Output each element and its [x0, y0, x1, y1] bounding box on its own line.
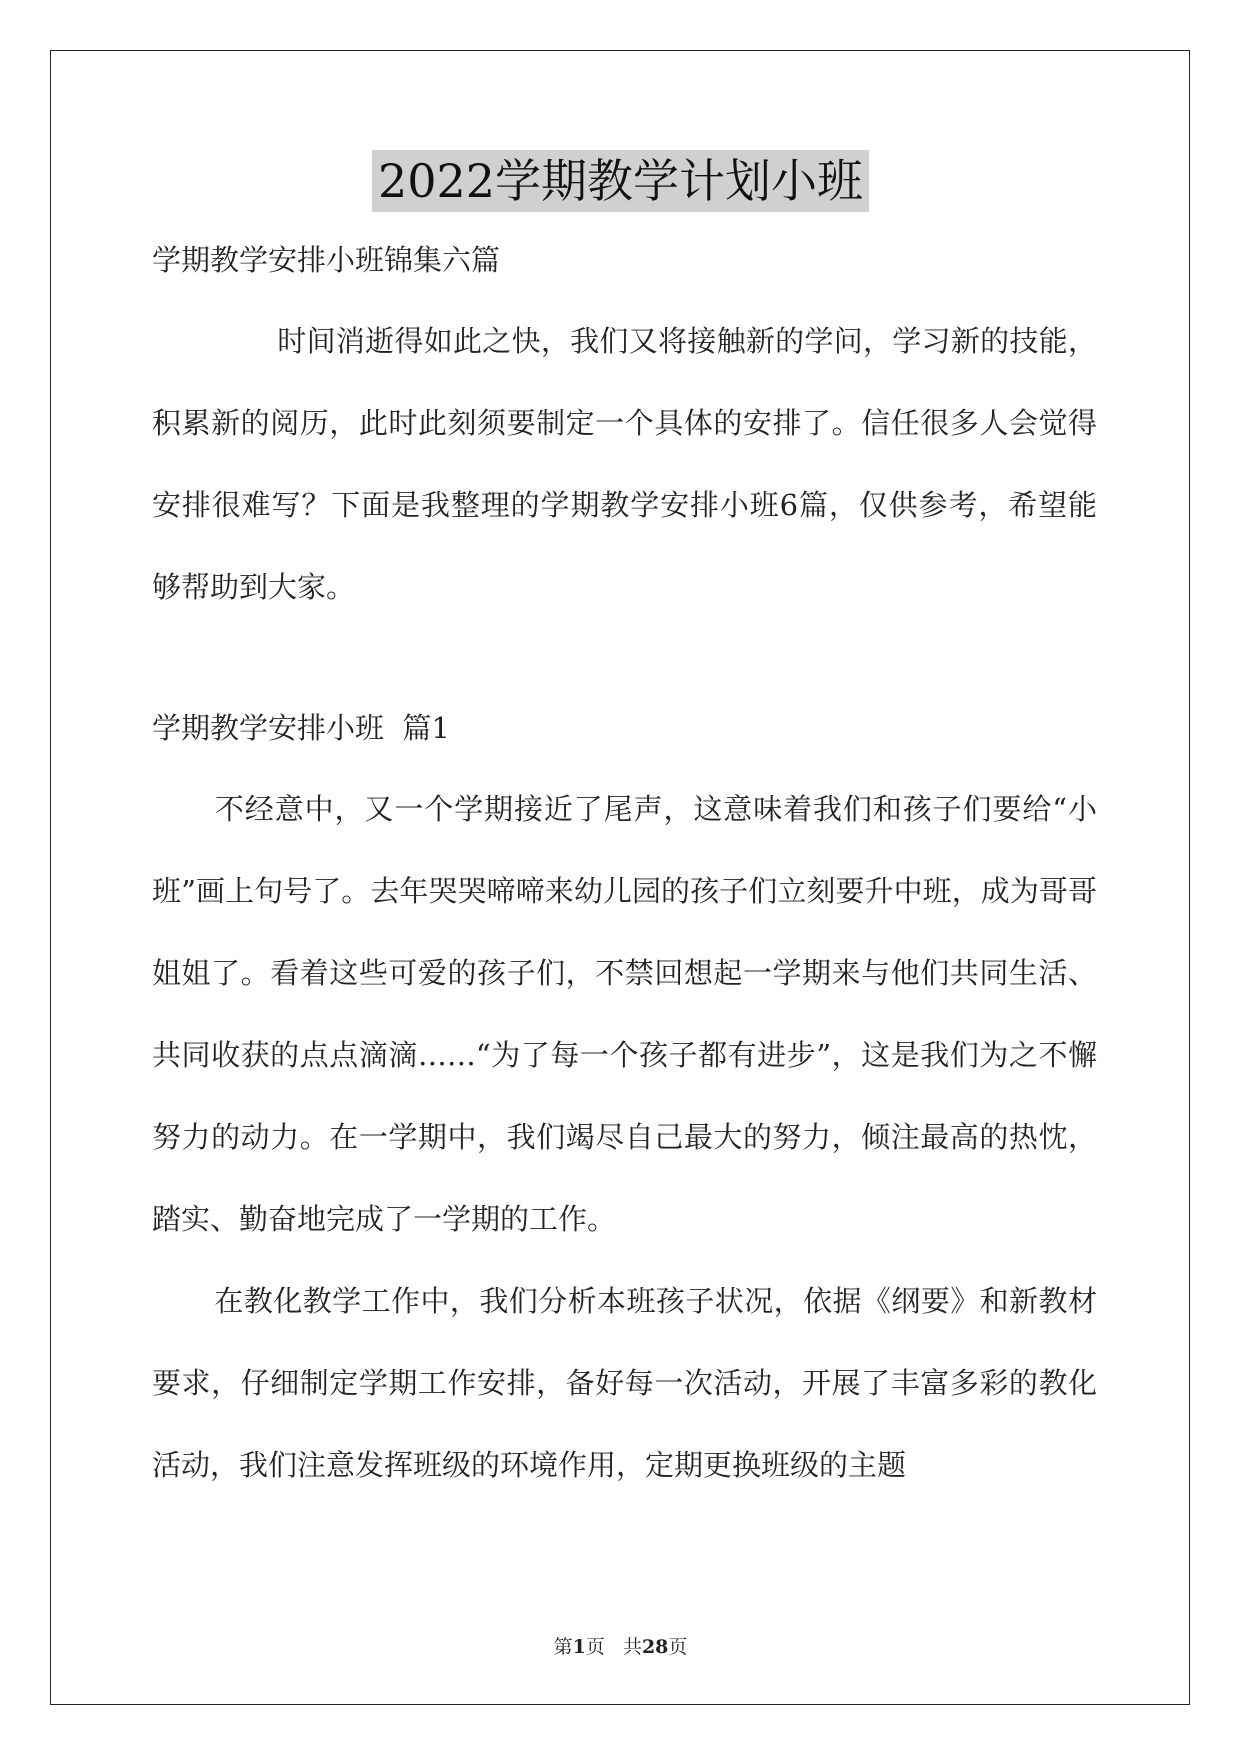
section-gap — [152, 628, 1097, 698]
body-paragraph-2 — [152, 1260, 1097, 1506]
document-title: 2022学期教学计划小班 — [372, 150, 869, 212]
document-title-wrap — [0, 150, 1241, 212]
intro-text: 时间消逝得如此之快，我们又将接触新的学问，学习新的技能，积累新的阅历，此时此刻须要制定一个具体的安排了。信任很多人会觉得安排很难写？下面是我整理的学期教学安排小班6篇，仅供参考，希望能够帮助到大家。 — [152, 324, 1097, 604]
paragraph-text: 在教化教学工作中，我们分析本班孩子状况，依据《纲要》和新教材要求，仔细制定学期工作安排，备好每一次活动，开展了丰富多彩的教化活动，我们注意发挥班级的环境作用，定期更换班级的主题 — [152, 1284, 1097, 1482]
document-body — [152, 230, 1097, 1506]
footer-total-pages: 28 — [641, 1636, 669, 1658]
footer-page-number: 1 — [572, 1636, 586, 1658]
section-heading: 学期教学安排小班 篇1 — [152, 711, 450, 745]
body-paragraph-1 — [152, 768, 1097, 1260]
intro-paragraph — [152, 300, 1097, 628]
page-footer — [0, 1632, 1241, 1659]
paragraph-text: 不经意中，又一个学期接近了尾声，这意味着我们和孩子们要给“小班”画上句号了。去年哭哭啼啼来幼儿园的孩子们立刻要升中班，成为哥哥姐姐了。看着这些可爱的孩子们，不禁回想起一学期来与他们共同生活、共同收获的点点滴滴……“为了每一个孩子都有进步”，这是我们为之不懈努力的动力。在一学期中，我们竭尽自己最大的努力，倾注最高的热忱，踏实、勤奋地完成了一学期的工作。 — [152, 792, 1097, 1236]
document-subtitle: 学期教学安排小班锦集六篇 — [152, 243, 501, 277]
footer-mid: 页 共 — [585, 1636, 642, 1658]
footer-prefix: 第 — [553, 1636, 573, 1658]
footer-suffix: 页 — [668, 1636, 688, 1658]
